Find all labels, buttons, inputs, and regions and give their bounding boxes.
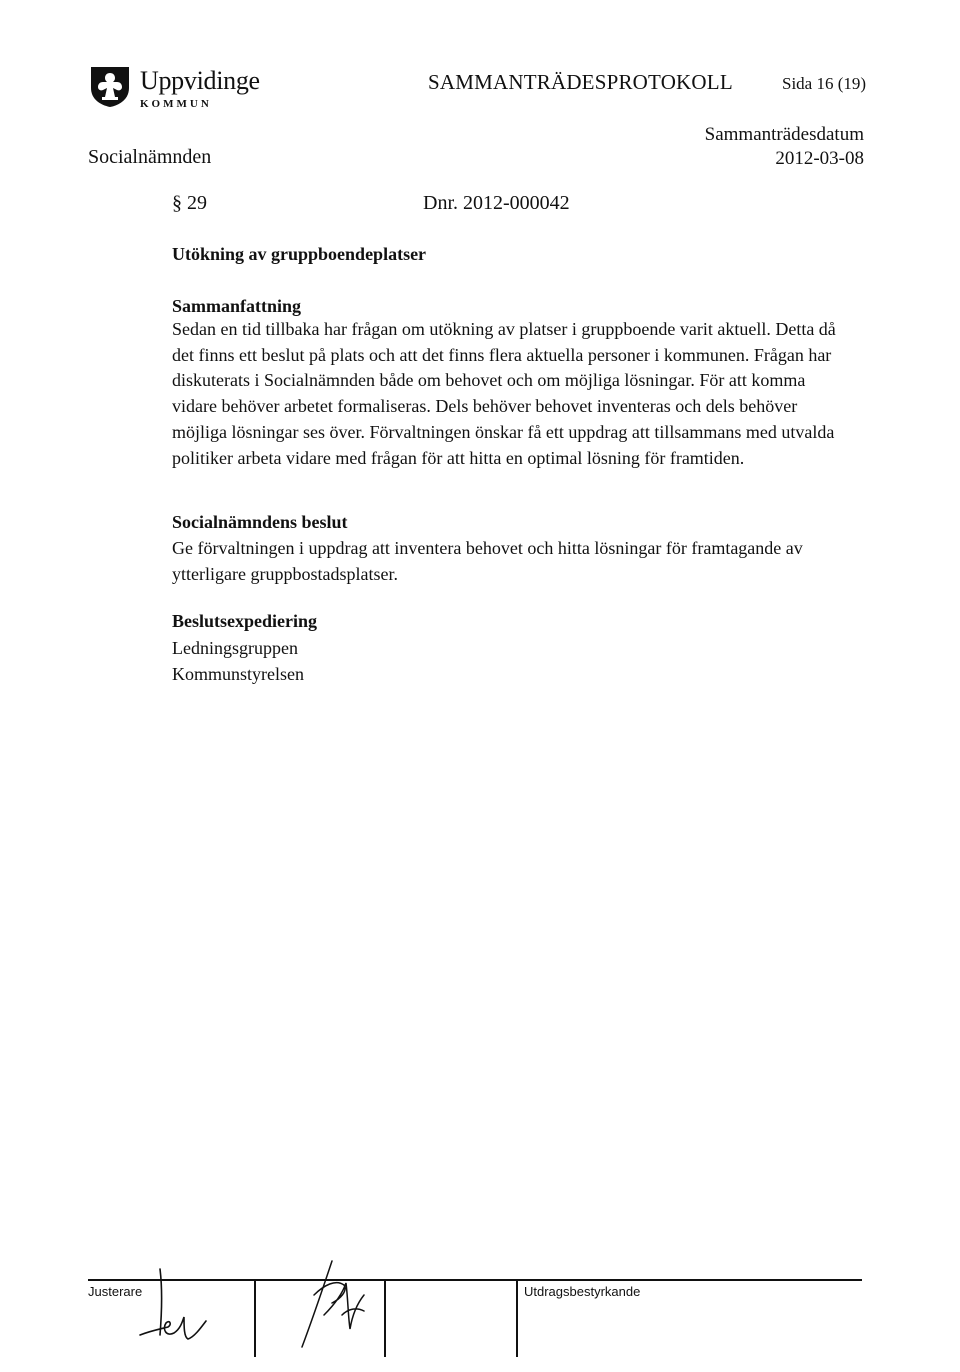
dispatch-recipient: Ledningsgruppen bbox=[172, 638, 298, 658]
footer-divider bbox=[254, 1279, 256, 1357]
decision-text: Ge förvaltningen i uppdrag att inventera behovet och hitta lösningar för framtagande av ytterligare gruppbostadsplatser. bbox=[172, 538, 803, 584]
paragraph-number: § 29 bbox=[172, 192, 207, 214]
signature-mark bbox=[110, 1265, 230, 1355]
document-title: SAMMANTRÄDESPROTOKOLL bbox=[428, 70, 733, 94]
extract-label: Utdragsbestyrkande bbox=[524, 1284, 641, 1299]
signature-footer bbox=[88, 1279, 862, 1357]
footer-divider bbox=[384, 1279, 386, 1357]
dispatch-heading: Beslutsexpediering bbox=[172, 611, 318, 631]
dispatch-recipient: Kommunstyrelsen bbox=[172, 664, 304, 684]
page-number: Sida 16 (19) bbox=[782, 74, 867, 93]
footer-divider bbox=[516, 1279, 518, 1357]
dispatch-list bbox=[172, 635, 304, 687]
summary-heading: Sammanfattning bbox=[172, 296, 302, 316]
committee-name: Socialnämnden bbox=[88, 146, 212, 168]
decision-heading: Socialnämndens beslut bbox=[172, 512, 348, 532]
org-name: Uppvidinge bbox=[140, 66, 260, 95]
case-number: Dnr. 2012-000042 bbox=[423, 192, 570, 214]
case-title: Utökning av gruppboendeplatser bbox=[172, 244, 427, 264]
meeting-date-label: Sammanträdesdatum bbox=[704, 124, 864, 145]
summary-text: Sedan en tid tillbaka har frågan om utökning av platser i gruppboende varit aktuell. Detta då det finns ett beslut på plats och att det finns flera aktuella personer i kommunen. Frågan har diskuterats i Socialnämnden både om behovet och om möjliga lösningar. För att komma vidare behöver arbetet formaliseras. Dels behöver behovet inventeras och dels behöver möjliga lösningar ses över. Förvaltningen önskar få ett uppdrag att tillsammans med utvalda politiker arbeta vidare med frågan för att hitta en optimal lösning för framtiden. bbox=[172, 319, 836, 468]
org-subtitle: KOMMUN bbox=[140, 98, 212, 110]
justerare-label: Justerare bbox=[88, 1284, 143, 1299]
municipal-crest-icon bbox=[88, 64, 132, 108]
signature-mark bbox=[284, 1255, 384, 1355]
meeting-date: 2012-03-08 bbox=[775, 148, 864, 169]
